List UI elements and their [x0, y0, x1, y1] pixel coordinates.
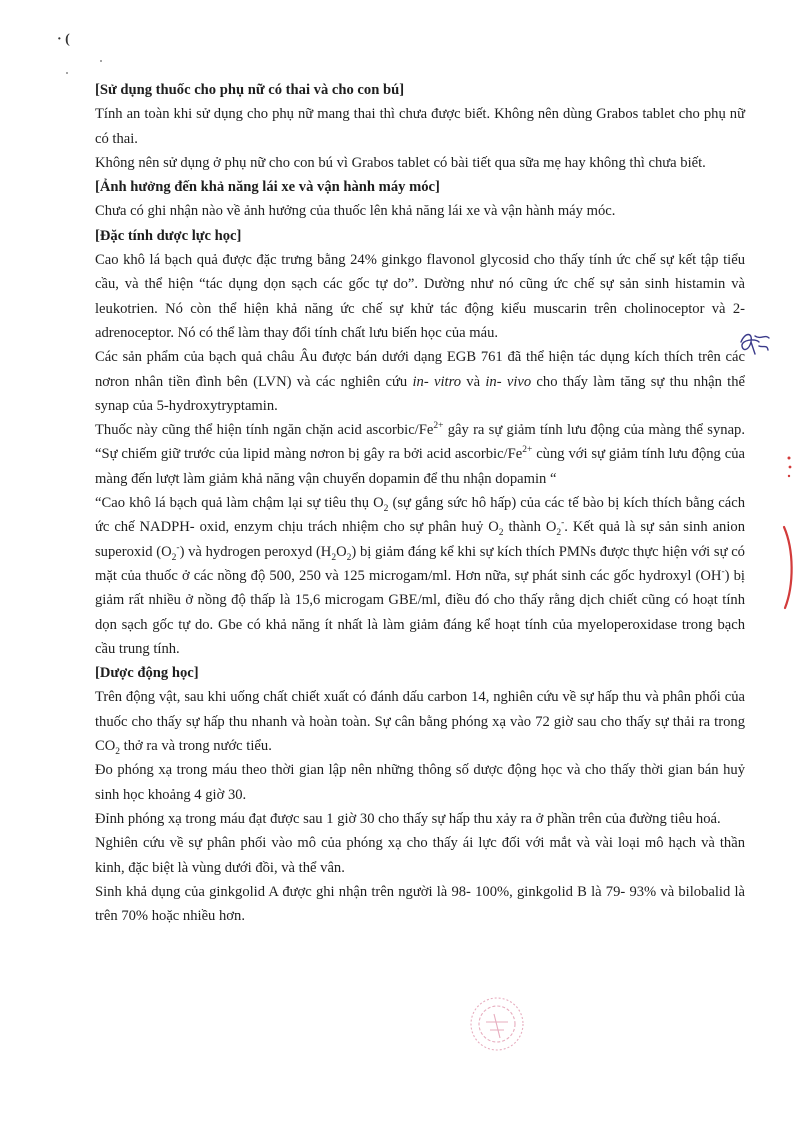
text-run: Thuốc này cũng thể hiện tính ngăn chặn acid ascorbic/Fe: [95, 422, 434, 439]
text-run: (sự gắng sức hô hấp) của các tế bào bị kích thích bằng cách ức chế NADPH- oxid, enzym chịu trách nhiệm cho sự phân huỷ O: [95, 495, 745, 536]
text-run: thành O: [503, 519, 557, 536]
text-run: Chưa có ghi nhận nào về ảnh hưởng của thuốc lên khả năng lái xe và vận hành máy móc.: [95, 203, 616, 220]
scan-dot: [66, 72, 68, 74]
text-run: Không nên sử dụng ở phụ nữ cho con bú vì Grabos tablet có bài tiết qua sữa mẹ hay không thì chưa biết.: [95, 154, 706, 171]
document-section: [95, 78, 745, 175]
subscript: 2: [556, 528, 562, 539]
paragraph: [95, 807, 745, 831]
text-run: O: [336, 543, 347, 560]
scan-dot: [100, 60, 102, 62]
section-paragraphs: [95, 685, 745, 928]
section-heading: [Ảnh hưởng đến khả năng lái xe và vận hành máy móc]: [95, 179, 440, 196]
paragraph: [95, 151, 745, 175]
text-run: ) và hydrogen peroxyd (H: [179, 543, 332, 560]
text-run: Đỉnh phóng xạ trong máu đạt được sau 1 giờ 30 cho thấy sự hấp thu xảy ra ở phần trên của đường tiêu hoá.: [95, 810, 721, 827]
paragraph: [95, 248, 745, 345]
subscript: 2: [498, 528, 504, 539]
section-heading: [Sử dụng thuốc cho phụ nữ có thai và cho con bú]: [95, 82, 405, 98]
text-run: Các sản phẩm của bạch quả châu Âu được bán dưới dạng EGB 761 đã thể hiện tác dụng kích thích trên các nơron nhân tiền đình bên (LVN) và các nghiên cứu: [95, 349, 745, 390]
section-paragraphs: [95, 199, 745, 223]
text-run: thở ra và trong nước tiểu.: [120, 738, 272, 755]
subscript: 2: [115, 746, 121, 757]
paragraph: [95, 102, 745, 151]
document-body: [95, 78, 745, 928]
superscript: 2+: [522, 445, 533, 456]
section-heading: [Đặc tính dược lực học]: [95, 227, 242, 244]
document-section: [95, 661, 745, 928]
text-run: Nghiên cứu về sự phân phối vào mô của phóng xạ cho thấy ái lực đối với mắt và vài loại mô hạch và thần kinh, đặc biệt là vùng dưới đồi, và thể vân.: [95, 835, 745, 876]
text-run: cho thấy làm tăng sự thu nhận thể synap của 5-hydroxytryptamin.: [95, 373, 746, 414]
text-run: Tính an toàn khi sử dụng cho phụ nữ mang thai thì chưa được biết. Không nên dùng Grabos tablet cho phụ nữ có thai.: [95, 106, 745, 147]
paragraph: [95, 345, 745, 418]
paragraph: [95, 685, 745, 758]
subscript: 2: [346, 552, 352, 563]
paragraph: [95, 831, 745, 880]
edge-ink-mark-icon: [784, 454, 794, 482]
text-run: gây ra sự giảm tính lưu động của màng thể synap. “Sự chiếm giữ trước của lipid màng nơron bị gây ra bởi acid ascorbic/Fe: [95, 422, 745, 463]
section-paragraphs: [95, 248, 745, 661]
subscript: 2: [383, 503, 389, 514]
text-run: Sinh khả dụng của ginkgolid A được ghi nhận trên người là 98- 100%, ginkgolid B là 79- 93% và bilobalid là trên 70% hoặc nhiều hơn.: [95, 883, 745, 925]
text-run: Trên động vật, sau khi uống chất chiết xuất có đánh dấu carbon 14, nghiên cứu về sự hấp thu và phân phối của thuốc cho thấy sự hấp thu nhanh và hoàn toàn. Sự cân bằng phóng xạ vào 72 giờ sau cho thấy sự thải ra trong CO: [95, 689, 745, 755]
document-section: [95, 224, 745, 661]
subscript: 2: [171, 552, 177, 563]
text-run: cùng với sự giảm tính lưu động của màng đến lượt làm giảm khả năng vận chuyển dopamin để thu nhận dopamin “: [95, 446, 745, 487]
superscript: -: [561, 518, 565, 529]
text-run: “Cao khô lá bạch quả làm chậm lại sự tiêu thụ O: [95, 495, 384, 512]
document-section: [95, 175, 745, 224]
paragraph: [95, 758, 745, 807]
superscript: -: [176, 542, 180, 553]
italic-text: in- vivo: [485, 373, 532, 390]
edge-red-arc-icon: [780, 525, 796, 610]
stamp-seal-icon: [466, 992, 528, 1056]
paragraph: [95, 491, 745, 661]
superscript: 2+: [433, 421, 444, 432]
paragraph: [95, 418, 745, 491]
section-paragraphs: [95, 102, 745, 175]
signature-icon: [737, 328, 771, 358]
text-run: ) bị giảm rất nhiều ở nồng độ thấp là 15,6 microgam GBE/ml, điều đó cho thấy rằng dịch chiết cũng có hoạt tính dọn sạch gốc tự do. Gbe có khả năng ít nhất là làm giảm đáng kể hoạt tính của myeloperoxidase trong bạch cầu trung tính.: [95, 567, 745, 657]
superscript: -: [721, 567, 725, 578]
corner-scan-mark: · (: [57, 32, 70, 47]
text-run: Cao khô lá bạch quả được đặc trưng bằng 24% ginkgo flavonol glycosid cho thấy tính ức chế sự kết tập tiểu cầu, và thể hiện “tác dụng dọn sạch các gốc tự do”. Dường như nó cũng ức chế sự sản sinh histamin và leukotrien. Nó còn thể hiện khả năng ức chế sự khử tác động kiểu muscarin trên cholinoceptor và 2- adrenoceptor. Nó có thể làm thay đổi tính chất lưu biến học của máu.: [95, 252, 745, 341]
text-run: ) bị giảm đáng kể khi sự kích thích PMNs được thực hiện với sự có mặt của thuốc ở các nồng độ 500, 250 và 125 microgam/ml. Hơn nữa, sự phát sinh các gốc hydroxyl (OH: [95, 543, 745, 584]
paragraph: [95, 880, 745, 929]
section-heading: [Dược động học]: [95, 665, 199, 682]
italic-text: in- vitro: [412, 373, 462, 390]
subscript: 2: [331, 552, 337, 563]
text-run: và: [461, 373, 486, 390]
paragraph: [95, 199, 745, 223]
text-run: . Kết quả là sự sản sinh anion superoxid (O: [95, 519, 745, 560]
text-run: Đo phóng xạ trong máu theo thời gian lập nên những thông số dược động học và cho thấy thời gian bán huỷ sinh học khoảng 4 giờ 30.: [95, 762, 745, 803]
